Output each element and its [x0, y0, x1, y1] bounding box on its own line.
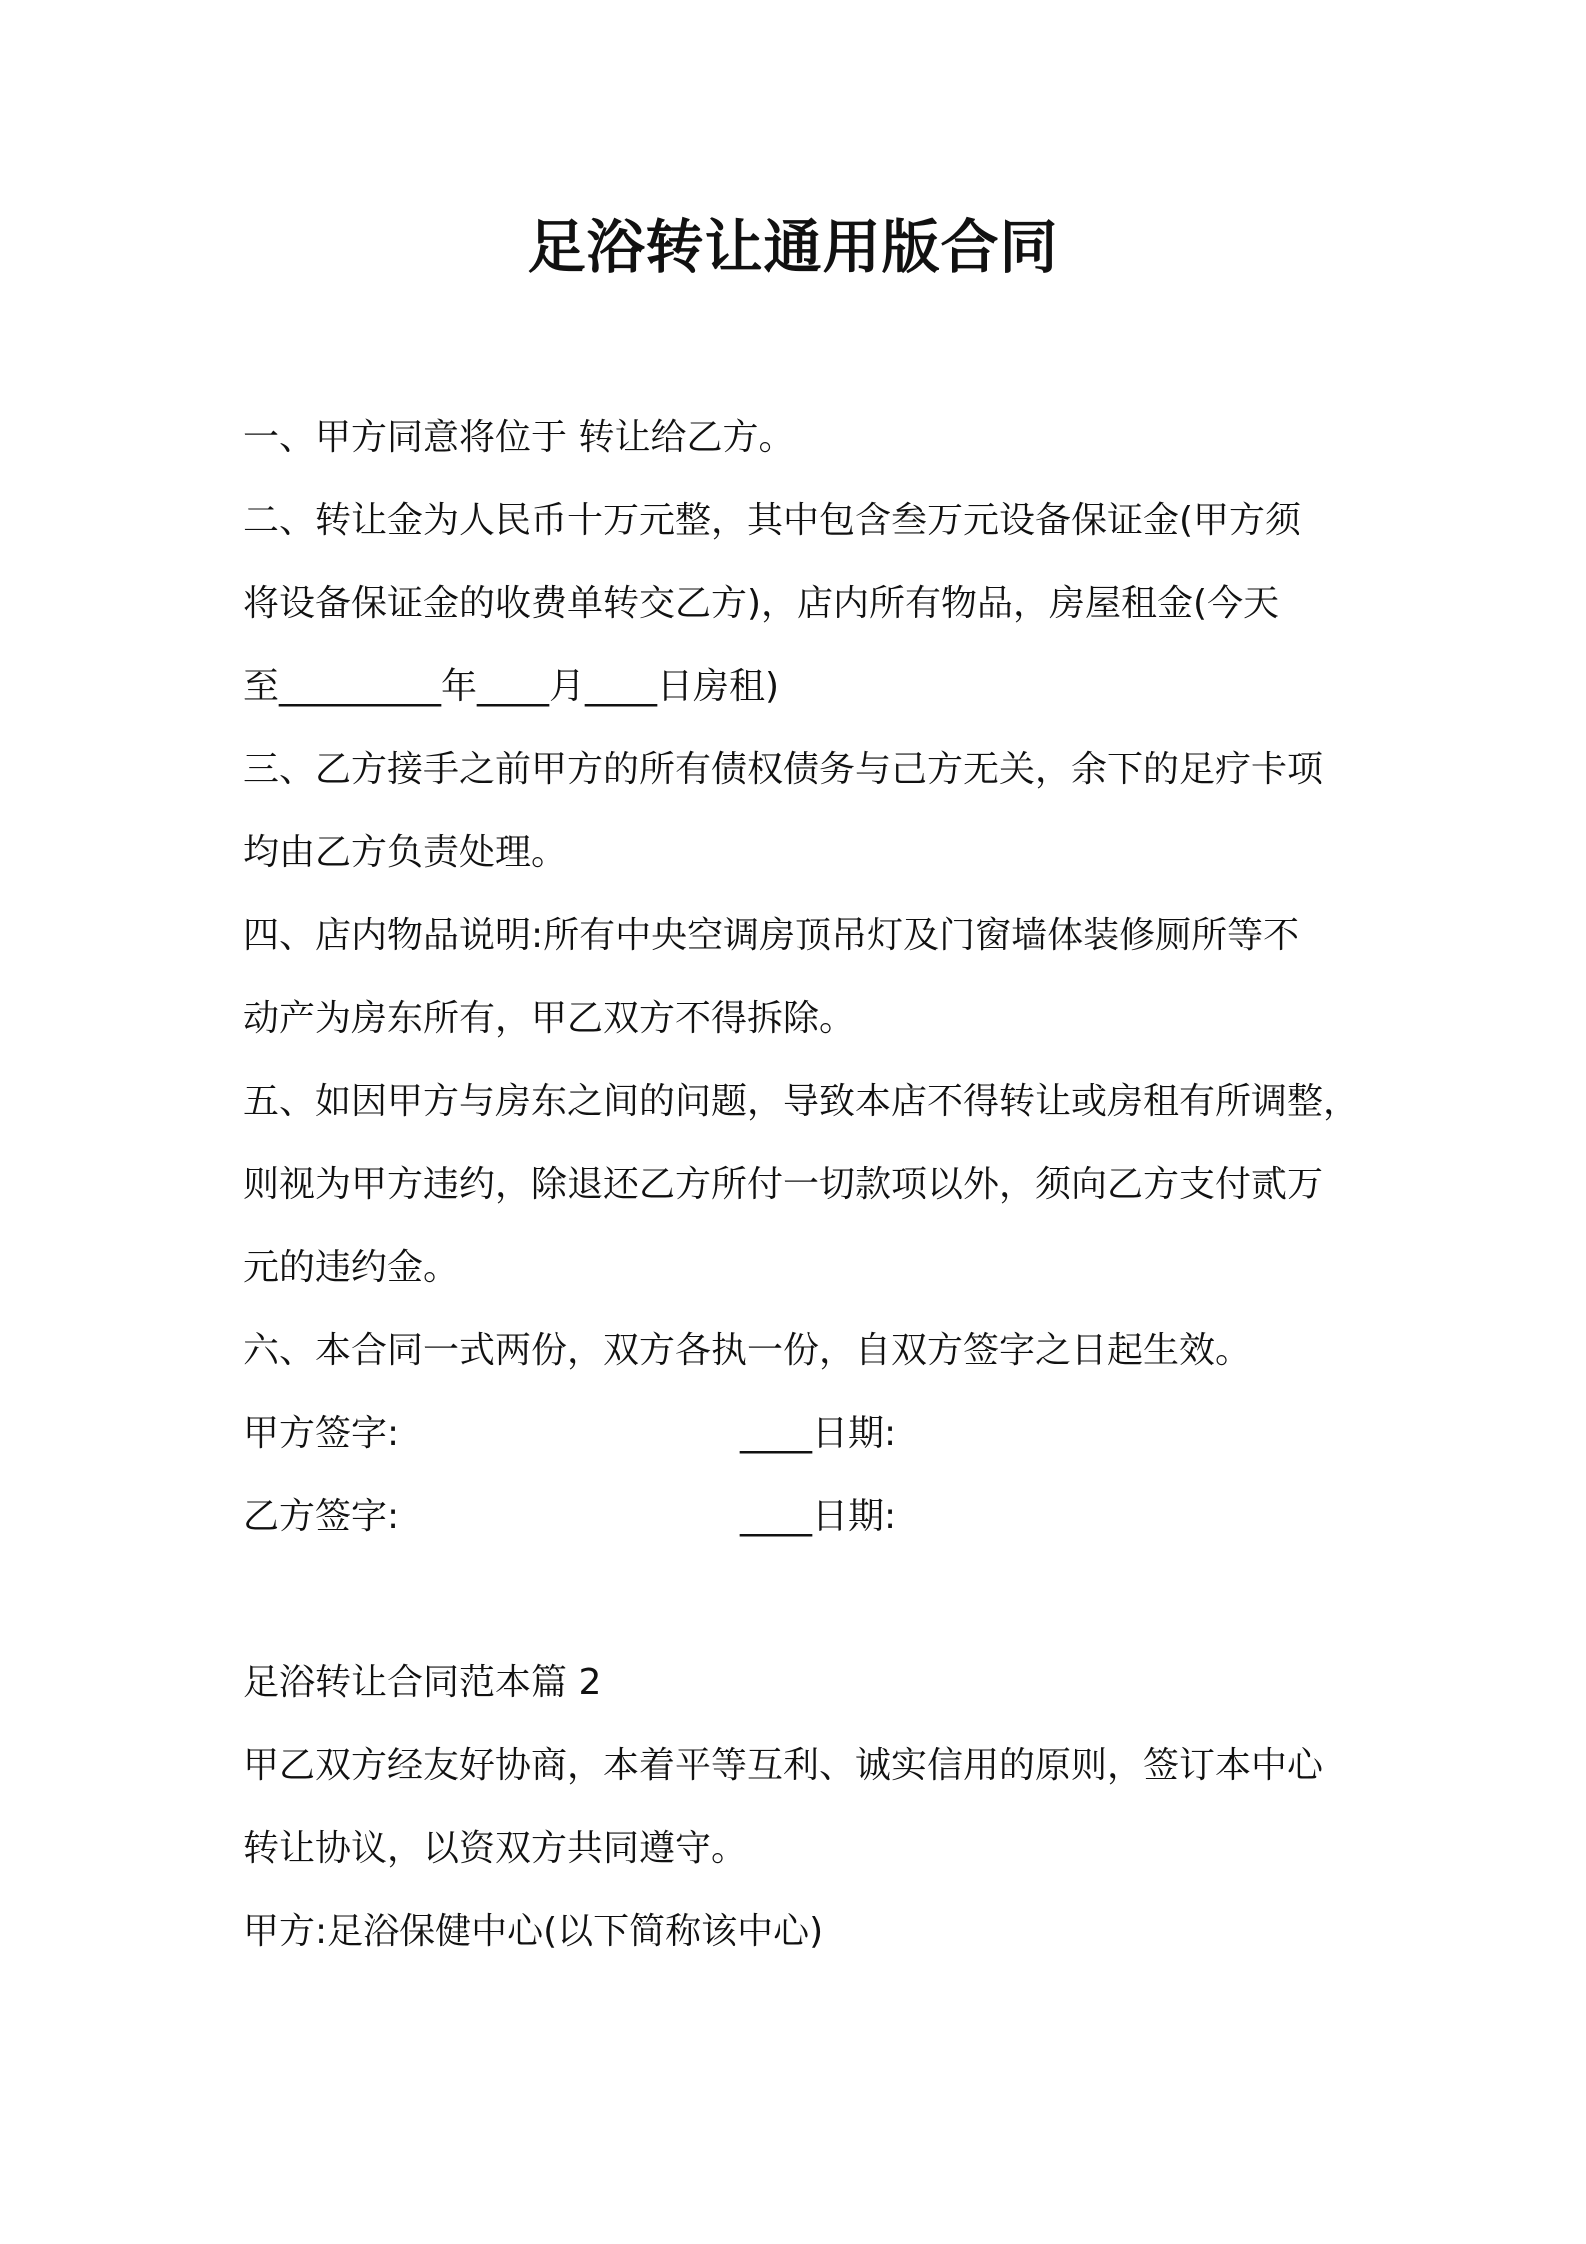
clause-2-line-1: 二、转让金为人民币十万元整，其中包含叁万元设备保证金(甲方须 [243, 500, 1302, 541]
party-b-signature-label: 乙方签字: [243, 1496, 400, 1537]
document-title: 足浴转让通用版合同 [527, 213, 1059, 281]
party-a-signature-label: 甲方签字: [243, 1413, 400, 1454]
clause-4-line-1: 四、店内物品说明:所有中央空调房顶吊灯及门窗墙体装修厕所等不 [243, 915, 1300, 956]
signature-row-party-a [243, 1392, 1363, 1475]
clause-5-line-2: 则视为甲方违约，除退还乙方所付一切款项以外，须向乙方支付贰万 [243, 1164, 1324, 1205]
party-a-date-label: ____日期: [740, 1413, 897, 1454]
document-body [243, 396, 1363, 1973]
signature-row-party-b [243, 1475, 1363, 1558]
clause-3-line-1: 三、乙方接手之前甲方的所有债权债务与己方无关，余下的足疗卡项 [243, 749, 1324, 790]
clause-6: 六、本合同一式两份，双方各执一份，自双方签字之日起生效。 [243, 1330, 1252, 1371]
clause-5-line-1: 五、如因甲方与房东之间的问题，导致本店不得转让或房租有所调整， [243, 1081, 1360, 1122]
clause-4-line-2: 动产为房东所有，甲乙双方不得拆除。 [243, 998, 856, 1039]
section-spacer [243, 1558, 1363, 1641]
clause-2-line-2: 将设备保证金的收费单转交乙方)，店内所有物品，房屋租金(今天 [243, 583, 1280, 624]
section-2-heading: 足浴转让合同范本篇 2 [243, 1662, 602, 1703]
section-2-party-a: 甲方:足浴保健中心(以下简称该中心) [243, 1911, 824, 1952]
section-2-intro-line-2: 转让协议，以资双方共同遵守。 [243, 1828, 748, 1869]
party-b-date-label: ____日期: [740, 1496, 897, 1537]
clause-2-line-3: 至_________年____月____日房租) [243, 666, 780, 707]
section-2-intro-line-1: 甲乙双方经友好协商，本着平等互利、诚实信用的原则，签订本中心 [243, 1745, 1324, 1786]
clause-1: 一、甲方同意将位于 转让给乙方。 [243, 417, 795, 458]
clause-5-line-3: 元的违约金。 [243, 1247, 460, 1288]
clause-3-line-2: 均由乙方负责处理。 [243, 832, 568, 873]
